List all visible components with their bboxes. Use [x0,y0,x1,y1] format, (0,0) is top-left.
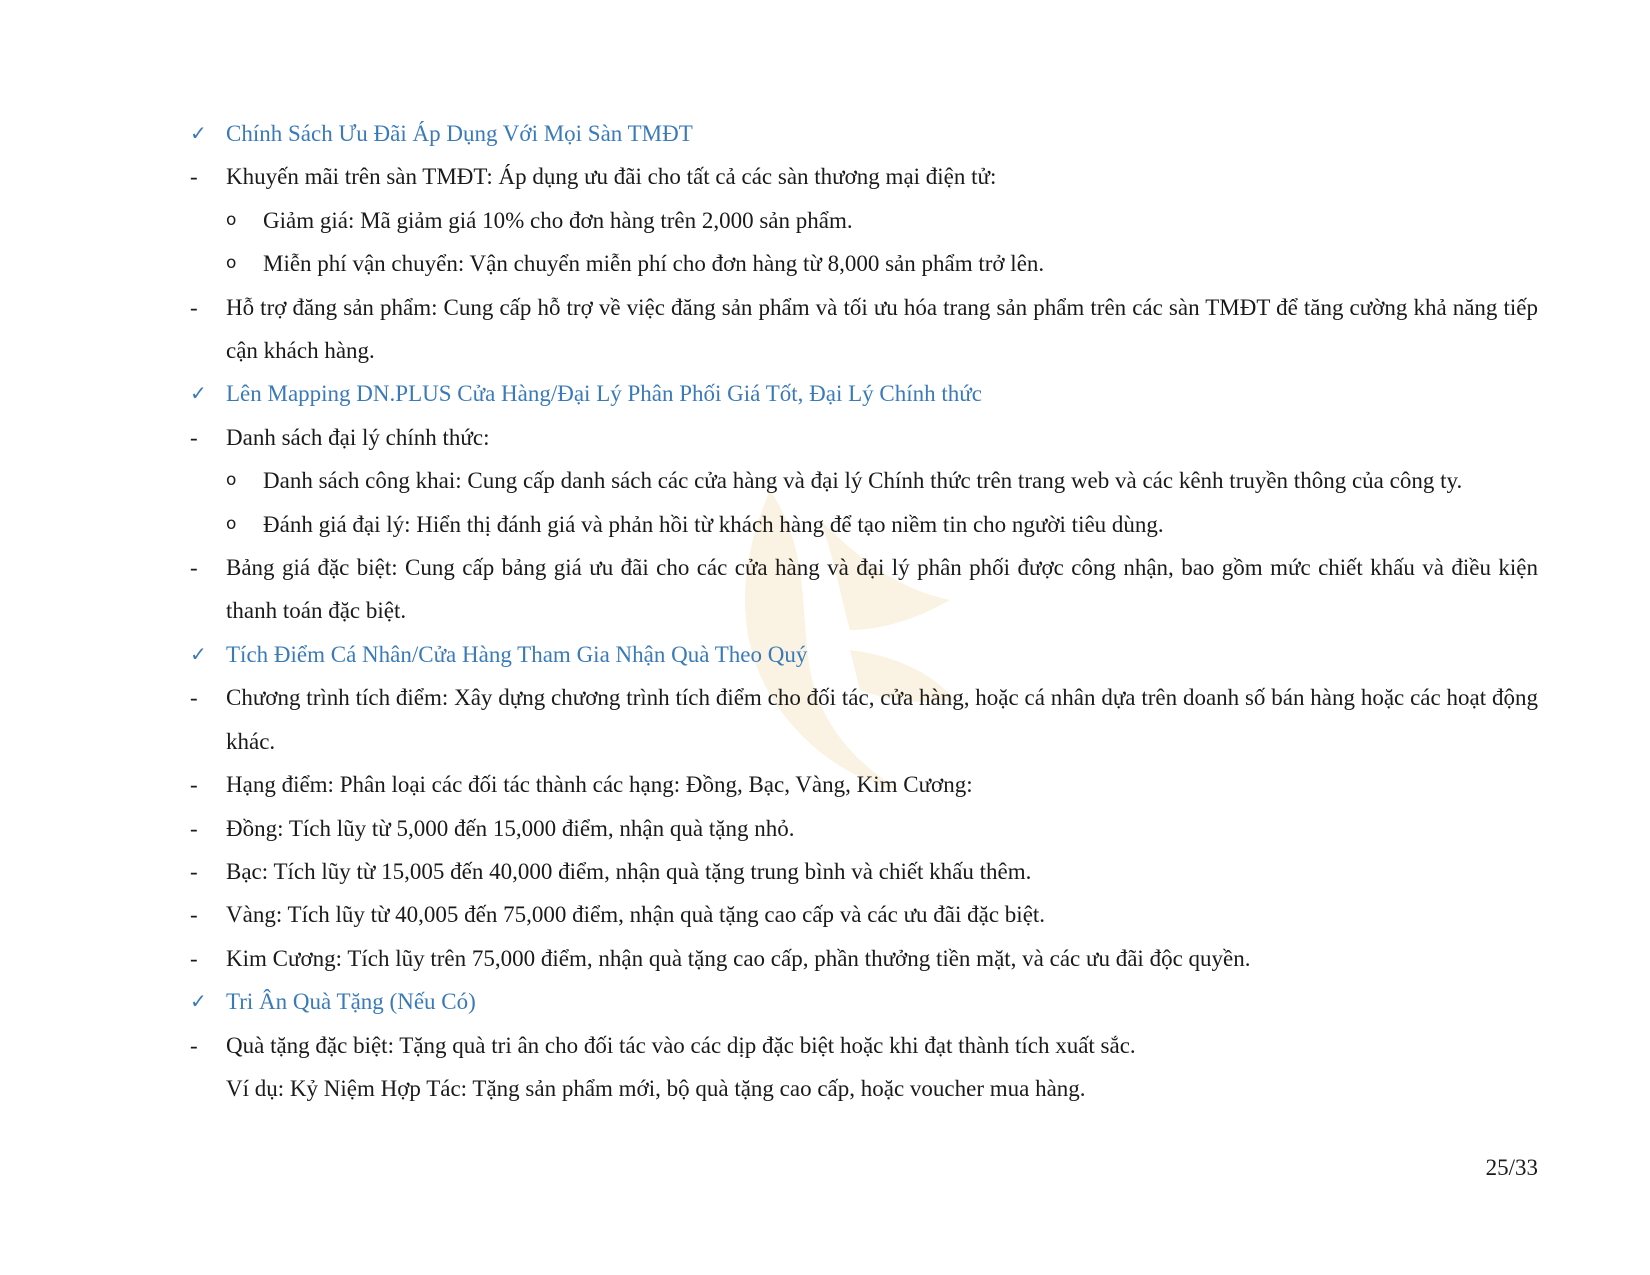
list-item [190,155,1538,198]
list-item-text: Chương trình tích điểm: Xây dựng chương trình tích điểm cho đối tác, cửa hàng, hoặc cá nhân dựa trên doanh số bán hàng hoặc các hoạt động khác. [226,685,1538,754]
section-heading-text: Lên Mapping DN.PLUS Cửa Hàng/Đại Lý Phân Phối Giá Tốt, Đại Lý Chính thức [226,381,982,407]
list-item [190,850,1538,893]
document-content [190,112,1538,1110]
circle-bullet-icon: o [226,470,237,491]
example-text [190,1067,1538,1110]
checkmark-icon: ✓ [190,641,207,666]
dash-bullet-icon: - [190,815,198,841]
section-heading [190,112,1538,155]
section-heading [190,372,1538,415]
list-item-text: Đồng: Tích lũy từ 5,000 đến 15,000 điểm, nhận quà tặng nhỏ. [226,815,795,841]
list-item-text: Bạc: Tích lũy từ 15,005 đến 40,000 điểm, nhận quà tặng trung bình và chiết khấu thêm. [226,858,1032,884]
checkmark-icon: ✓ [190,381,207,406]
dash-bullet-icon: - [190,294,198,320]
dash-bullet-icon: - [190,772,198,798]
dash-bullet-icon: - [190,945,198,971]
dash-bullet-icon: - [190,424,198,450]
list-item-text: Giảm giá: Mã giảm giá 10% cho đơn hàng trên 2,000 sản phẩm. [263,207,853,233]
list-item-text: Vàng: Tích lũy từ 40,005 đến 75,000 điểm, nhận quà tặng cao cấp và các ưu đãi đặc biệt. [226,902,1046,928]
dash-bullet-icon: - [190,1032,198,1058]
sub-list-item [190,459,1538,502]
list-item-text: Danh sách đại lý chính thức: [226,424,490,450]
list-item-text: Hỗ trợ đăng sản phẩm: Cung cấp hỗ trợ về việc đăng sản phẩm và tối ưu hóa trang sản phẩm trên các sàn TMĐT để tăng cường khả năng tiếp cận khách hàng. [226,294,1538,364]
section-heading-text: Tích Điểm Cá Nhân/Cửa Hàng Tham Gia Nhận Quà Theo Quý [226,641,808,667]
list-item-text: Kim Cương: Tích lũy trên 75,000 điểm, nhận quà tặng cao cấp, phần thưởng tiền mặt, và các ưu đãi độc quyền. [226,945,1251,971]
list-item [190,763,1538,806]
dash-bullet-icon: - [190,685,198,711]
section-heading-text: Chính Sách Ưu Đãi Áp Dụng Với Mọi Sàn TMĐT [226,121,693,146]
list-item-text: Bảng giá đặc biệt: Cung cấp bảng giá ưu đãi cho các cửa hàng và đại lý phân phối được công nhận, bao gồm mức chiết khấu và điều kiện thanh toán đặc biệt. [226,555,1538,624]
list-item-text: Miễn phí vận chuyển: Vận chuyển miễn phí cho đơn hàng từ 8,000 sản phẩm trở lên. [263,251,1045,277]
dash-bullet-icon: - [190,902,198,928]
list-item [190,807,1538,850]
list-item-text: Quà tặng đặc biệt: Tặng quà tri ân cho đối tác vào các dịp đặc biệt hoặc khi đạt thành tích xuất sắc. [226,1032,1136,1058]
list-item [190,286,1538,373]
list-item-text: Ví dụ: Kỷ Niệm Hợp Tác: Tặng sản phẩm mới, bộ quà tặng cao cấp, hoặc voucher mua hàng. [226,1075,1086,1101]
list-item-text: Khuyến mãi trên sàn TMĐT: Áp dụng ưu đãi cho tất cả các sàn thương mại điện tử: [226,164,997,190]
circle-bullet-icon: o [226,209,237,230]
dash-bullet-icon: - [190,858,198,884]
list-item-text: Đánh giá đại lý: Hiển thị đánh giá và phản hồi từ khách hàng để tạo niềm tin cho người tiêu dùng. [263,511,1164,537]
list-item [190,546,1538,633]
sub-list-item [190,199,1538,242]
list-item-text: Danh sách công khai: Cung cấp danh sách các cửa hàng và đại lý Chính thức trên trang web và các kênh truyền thông của công ty. [263,468,1463,494]
dash-bullet-icon: - [190,555,198,581]
section-heading [190,980,1538,1023]
checkmark-icon: ✓ [190,121,207,145]
section-heading [190,633,1538,676]
page-number: 25/33 [1485,1155,1538,1180]
checkmark-icon: ✓ [190,989,207,1014]
dash-bullet-icon: - [190,164,198,190]
section-heading-text: Tri Ân Quà Tặng (Nếu Có) [226,989,476,1015]
list-item [190,416,1538,459]
list-item-text: Hạng điểm: Phân loại các đối tác thành các hạng: Đồng, Bạc, Vàng, Kim Cương: [226,772,973,798]
circle-bullet-icon: o [226,253,237,274]
list-item [190,937,1538,980]
list-item [190,893,1538,936]
list-item [190,1024,1538,1067]
circle-bullet-icon: o [226,513,237,534]
sub-list-item [190,242,1538,285]
list-item [190,676,1538,763]
sub-list-item [190,503,1538,546]
